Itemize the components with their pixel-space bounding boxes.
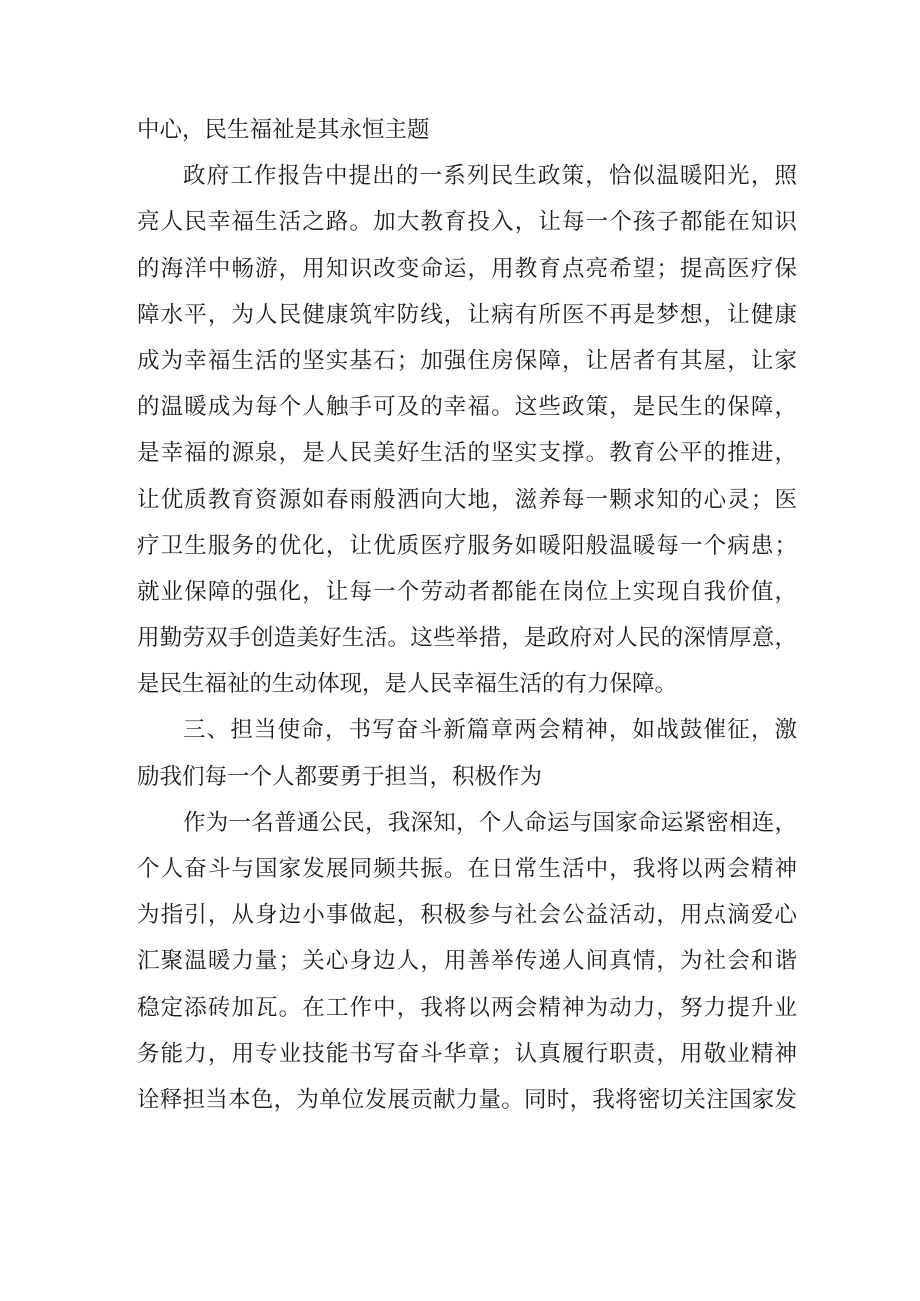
text-line: 中心，民生福祉是其永恒主题 [137,117,430,143]
text-line: 作为一名普通公民，我深知，个人命运与国家命运紧密相连， [183,809,797,836]
text-line: 是幸福的源泉，是人民美好生活的坚实支撑。教育公平的推进， [137,440,797,467]
text-line: 政府工作报告中提出的一系列民生政策，恰似温暖阳光，照 [183,163,797,190]
text-line: 成为幸福生活的坚实基石；加强住房保障，让居者有其屋，让家 [137,347,797,374]
text-line: 个人奋斗与国家发展同频共振。在日常生活中，我将以两会精神 [137,856,797,882]
text-line: 务能力，用专业技能书写奋斗华章；认真履行职责，用敬业精神 [137,1040,797,1067]
text-line: 障水平，为人民健康筑牢防线，让病有所医不再是梦想，让健康 [137,301,797,328]
text-line: 是民生福祉的生动体现，是人民幸福生活的有力保障。 [137,671,678,698]
text-line: 用勤劳双手创造美好生活。这些举措，是政府对人民的深情厚意， [137,625,797,652]
section-heading-line: 三、担当使命，书写奋斗新篇章两会精神，如战鼓催征，激 [183,717,797,744]
text-line: 稳定添砖加瓦。在工作中，我将以两会精神为动力，努力提升业 [137,994,797,1021]
text-line: 亮人民幸福生活之路。加大教育投入，让每一个孩子都能在知识 [137,209,797,236]
section-heading-line: 励我们每一个人都要勇于担当，积极作为 [137,763,543,790]
text-line: 的海洋中畅游，用知识改变命运，用教育点亮希望；提高医疗保 [137,255,797,282]
text-line: 就业保障的强化，让每一个劳动者都能在岗位上实现自我价值， [137,578,797,605]
text-line: 让优质教育资源如春雨般洒向大地，滋养每一颗求知的心灵；医 [137,486,797,513]
text-line: 的温暖成为每个人触手可及的幸福。这些政策，是民生的保障， [137,394,797,421]
text-line: 疗卫生服务的优化，让优质医疗服务如暖阳般温暖每一个病患； [137,532,797,559]
body-text [137,107,797,1123]
text-line: 诠释担当本色，为单位发展贡献力量。同时，我将密切关注国家发 [137,1086,797,1113]
text-line: 为指引，从身边小事做起，积极参与社会公益活动，用点滴爱心 [137,902,797,929]
text-line: 汇聚温暖力量；关心身边人，用善举传递人间真情，为社会和谐 [137,948,797,975]
